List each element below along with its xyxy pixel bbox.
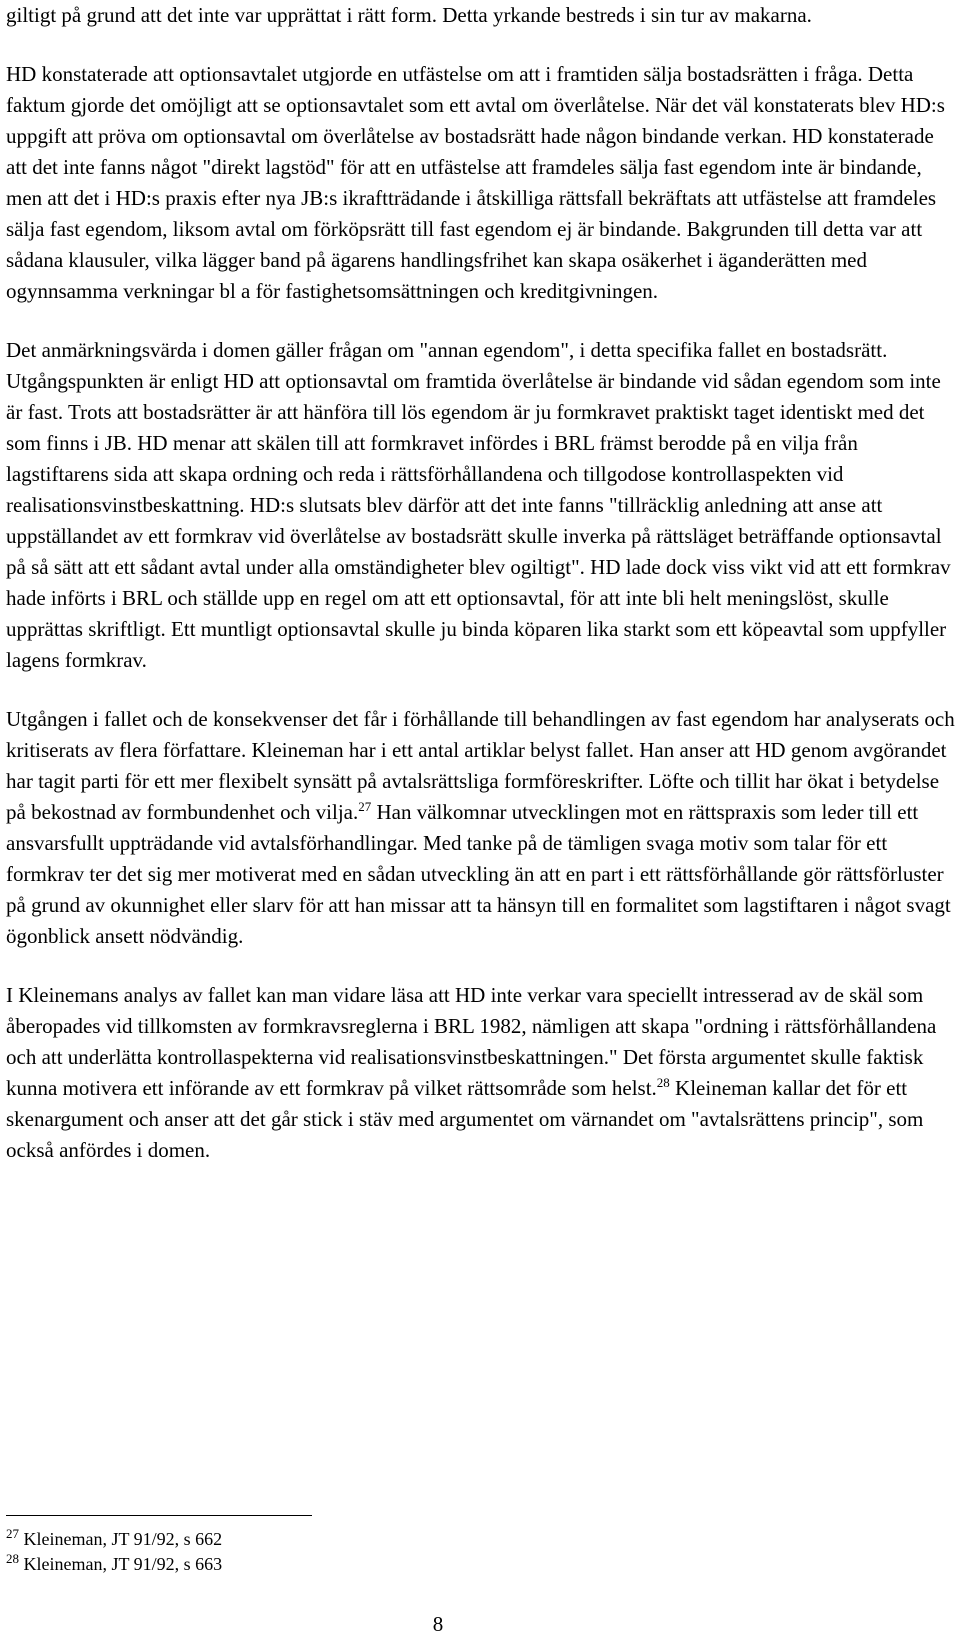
paragraph-3: Det anmärkningsvärda i domen gäller frågan om "annan egendom", i detta specifika fallet en bostadsrätt. Utgångspunkten är enligt HD att optionsavtal om framtida överlåtelse är bindande vid sådan egendom som inte är fast. Trots att bostadsrätter är att hänföra till lös egendom är ju formkravet praktiskt taget identiskt med det som finns i JB. HD menar att skälen till att formkravet infördes i BRL främst berodde på en vilja från lagstiftarens sida att skapa ordning och reda i rättsförhållandena och tillgodose kontrollaspekten vid realisationsvinstbeskattning. HD:s slutsats blev därför att det inte fanns "tillräcklig anledning att anse att uppställandet av ett formkrav vid överlåtelse av bostadsrätt skulle inverka på rättsläget beträffande optionsavtal på så sätt att ett sådant avtal under alla omständigheter blev ogiltigt". HD lade dock viss vikt vid att ett formkrav hade införts i BRL och ställde upp en regel om att ett optionsavtal, för att inte bli helt meningslöst, skulle upprättas skriftligt. Ett muntligt optionsavtal skulle ju binda köparen lika starkt som ett köpeavtal som uppfyller lagens formkrav. (6, 338, 951, 672)
document-page (6, 0, 956, 1166)
footnotes (6, 1527, 706, 1577)
paragraph-5-text-start: I Kleinemans analys av fallet kan man vidare läsa att HD inte verkar vara speciellt intresserad av de skäl som åberopades vid tillkomsten av formkravsreglerna i BRL 1982, nämligen att skapa "ordning i rättsförhållandena och att underlätta kontrollaspekterna vid realisationsvinstbeskattningen." Det första argumentet skulle faktisk kunna motivera ett införande av ett formkrav på vilket rättsområde som helst. (6, 983, 937, 1100)
footnote-separator (6, 1515, 312, 1516)
paragraph-4-text-end: Han välkomnar utvecklingen mot en rättspraxis som leder till ett ansvarsfullt uppträdande vid avtalsförhandlingar. Med tanke på de tämligen svaga motiv som talar för ett formkrav ter det sig mer motiverat med en sådan utveckling än att en part i ett rättsförhållande gör rättsförluster på grund av okunnighet eller slarv för att han missar att ta hänsyn till en formalitet som lagstiftaren i något svagt ögonblick ansett nödvändig. (6, 800, 951, 948)
footnote-reference-28[interactable]: 28 (656, 1075, 670, 1090)
footnote-text: Kleineman, JT 91/92, s 663 (19, 1554, 223, 1574)
footnote-28 (6, 1552, 706, 1577)
paragraph-1: giltigt på grund att det inte var upprättat i rätt form. Detta yrkande bestreds i sin tur av makarna. (6, 3, 812, 27)
paragraph-4 (6, 704, 956, 952)
paragraph-4-text-start: Utgången i fallet och de konsekvenser det får i förhållande till behandlingen av fast egendom har analyserats och kritiserats av flera författare. Kleineman har i ett antal artiklar belyst fallet. Han anser att HD genom avgörandet har tagit parti för ett mer flexibelt synsätt på avtalsrättsliga formföreskrifter. Löfte och tillit har ökat i betydelse på bekostnad av formbundenhet och vilja. (6, 707, 955, 824)
footnote-number: 28 (6, 1551, 19, 1566)
page-number: 8 (432, 1612, 444, 1636)
footnote-27 (6, 1527, 706, 1552)
footnote-number: 27 (6, 1526, 19, 1541)
paragraph-5-text-end: Kleineman kallar det för ett skenargument och anser att det går stick i stäv med argumentet om värnandet om "avtalsrättens princip", som också anfördes i domen. (6, 1076, 924, 1162)
paragraph-5 (6, 980, 956, 1166)
footnote-reference-27[interactable]: 27 (358, 799, 372, 814)
paragraph-2: HD konstaterade att optionsavtalet utgjorde en utfästelse om att i framtiden sälja bostadsrätten i fråga. Detta faktum gjorde det omöjligt att se optionsavtalet som ett avtal om överlåtelse. När det väl konstaterats blev HD:s uppgift att pröva om optionsavtal om överlåtelse av bostadsrätt hade någon bindande verkan. HD konstaterade att det inte fanns något "direkt lagstöd" för att en utfästelse att framdeles sälja fast egendom inte är bindande, men att det i HD:s praxis efter nya JB:s ikraftträdande i åtskilliga rättsfall bekräftats att utfästelse att framdeles sälja fast egendom, liksom avtal om förköpsrätt till fast egendom ej är bindande. Bakgrunden till detta var att sådana klausuler, vilka lägger band på ägarens handlingsfrihet kan skapa osäkerhet i äganderätten med ogynnsamma verkningar bl a för fastighetsomsättningen och kreditgivningen. (6, 62, 945, 303)
footnote-text: Kleineman, JT 91/92, s 662 (19, 1529, 223, 1549)
